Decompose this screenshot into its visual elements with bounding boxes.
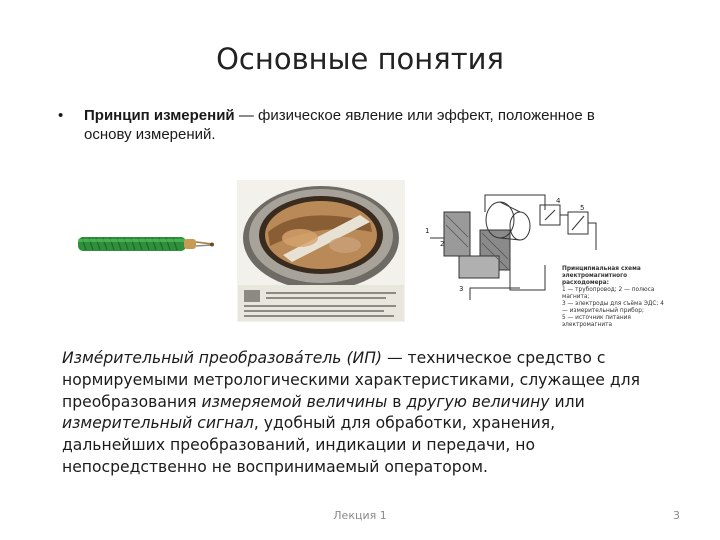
term-other-quantity: другую величину [406,392,550,411]
definition-text-4: , удобный для обработки, хранения, дальнейших преобразований, индикации и передачи, но непосредственно не воспринимаемый оператором. [62,414,556,476]
definition-text-2: в [387,392,407,411]
label-3: 3 [459,285,464,293]
definition-text-1: — техническое средство с нормируемыми метрологическими характеристиками, служащее для преобразования [62,349,640,411]
thermocouple-wire-image [78,237,214,251]
caption-line-2: 3 — электроды для съёма ЭДС; 4 — измерительный прибор; [562,301,664,314]
diagram-caption [562,266,668,329]
label-1: 1 [425,227,430,235]
caption-line-3: 5 — источник питания электромагнита [562,315,631,328]
definition-text-3: или [549,392,585,411]
slide-title: Основные понятия [216,42,504,76]
bullet-term: Принцип измерений [84,107,235,124]
footer-lecture: Лекция 1 [333,509,387,522]
label-4: 4 [556,197,561,205]
bullet-definition: — физическое явление или эффект, положенное в основу измерений. [84,107,595,143]
sensor-disk-image [237,180,405,322]
term-transducer: Изме́рительный преобразова́тель (ИП) [62,349,383,367]
bullet-marker: • [58,107,64,124]
caption-heading: Принципиальная схема электромагнитного расходомера: [562,266,641,286]
transducer-definition [62,348,662,479]
term-measured-quantity: измеряемой величины [201,392,388,411]
caption-line-1: 1 — трубопровод; 2 — полюса магнита; [562,287,655,300]
term-measuring-signal: измерительный сигнал [62,414,254,433]
label-2: 2 [440,240,445,248]
page-number: 3 [673,509,680,522]
label-5: 5 [580,204,585,212]
